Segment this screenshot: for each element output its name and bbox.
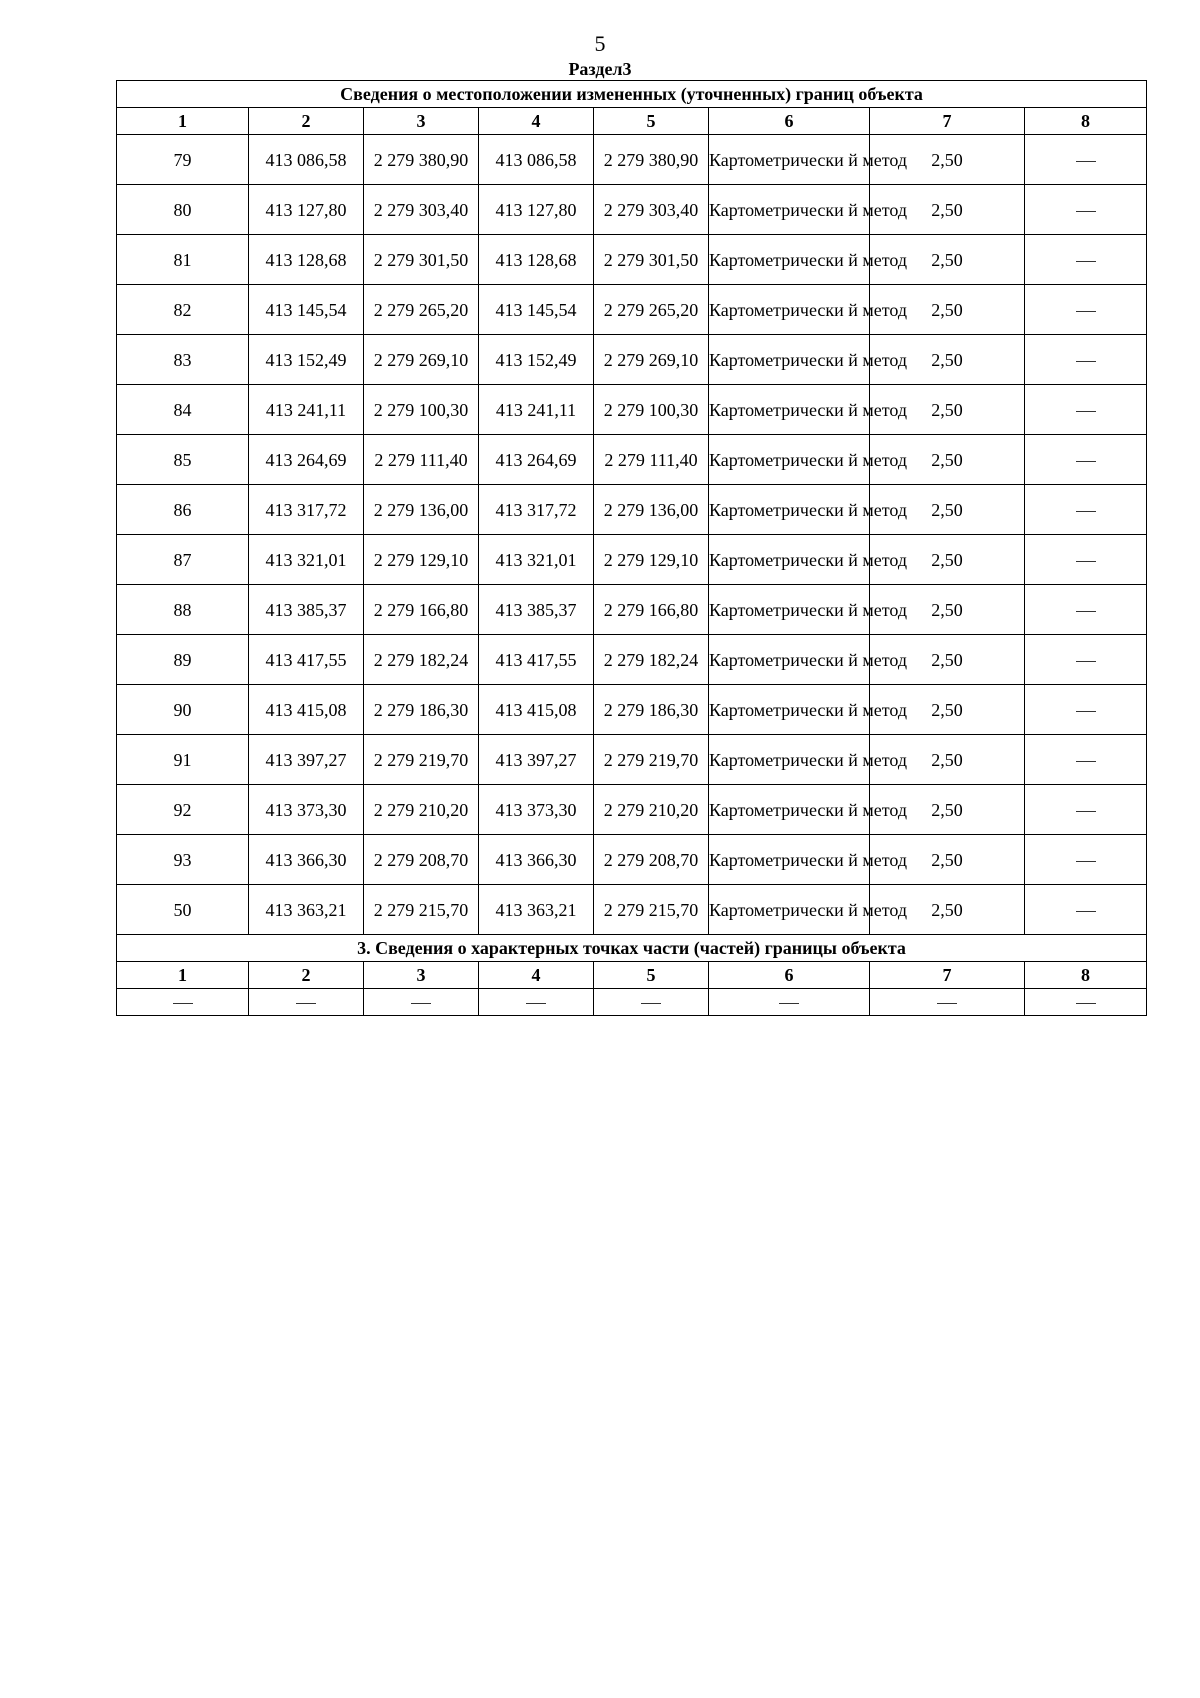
table-cell	[117, 989, 249, 1016]
table-cell: 2 279 265,20	[594, 285, 709, 335]
table-cell: 93	[117, 835, 249, 885]
table-cell	[1025, 989, 1147, 1016]
table-cell: 413 415,08	[249, 685, 364, 735]
table-cell: 79	[117, 135, 249, 185]
table-cell: 413 373,30	[249, 785, 364, 835]
table-cell: Картометрически й метод	[709, 385, 870, 435]
column-header: 8	[1025, 962, 1147, 989]
table-cell: Картометрически й метод	[709, 435, 870, 485]
table-cell: 413 127,80	[249, 185, 364, 235]
table-cell: 2,50	[870, 535, 1025, 585]
column-header: 2	[249, 108, 364, 135]
column-header-row	[117, 962, 1147, 989]
table-cell: Картометрически й метод	[709, 785, 870, 835]
dash-mark	[1076, 761, 1096, 762]
table-row	[117, 785, 1147, 835]
table-cell: 2 279 380,90	[594, 135, 709, 185]
dash-mark	[1076, 611, 1096, 612]
table-cell: 413 145,54	[249, 285, 364, 335]
column-header: 1	[117, 962, 249, 989]
table-cell: 2 279 215,70	[364, 885, 479, 935]
column-header: 4	[479, 108, 594, 135]
dash-mark	[937, 1003, 957, 1004]
table-cell: Картометрически й метод	[709, 135, 870, 185]
dash-mark	[296, 1003, 316, 1004]
table-cell: Картометрически й метод	[709, 585, 870, 635]
table-row	[117, 335, 1147, 385]
table-cell: 413 366,30	[479, 835, 594, 885]
column-header: 6	[709, 108, 870, 135]
table-cell: 2 279 100,30	[594, 385, 709, 435]
table-caption: 3. Сведения о характерных точках части (частей) границы объекта	[117, 935, 1147, 962]
table-cell: 413 264,69	[249, 435, 364, 485]
table-cell: 2 279 111,40	[364, 435, 479, 485]
dash-mark	[1076, 211, 1096, 212]
column-header: 2	[249, 962, 364, 989]
dash-mark	[1076, 461, 1096, 462]
dash-mark	[1076, 261, 1096, 262]
table-cell: 86	[117, 485, 249, 535]
table-row	[117, 989, 1147, 1016]
dash-mark	[1076, 861, 1096, 862]
table-cell	[1025, 335, 1147, 385]
table-cell: 2 279 136,00	[364, 485, 479, 535]
table-cell: Картометрически й метод	[709, 335, 870, 385]
table-cell: 90	[117, 685, 249, 735]
table-cell: 413 385,37	[249, 585, 364, 635]
table-cell	[1025, 785, 1147, 835]
table-cell	[709, 989, 870, 1016]
table-cell	[594, 989, 709, 1016]
table-cell: 50	[117, 885, 249, 935]
table-cell: 2 279 208,70	[364, 835, 479, 885]
table-cell: 2 279 129,10	[594, 535, 709, 585]
table-cell: 2,50	[870, 385, 1025, 435]
table-cell: 2 279 380,90	[364, 135, 479, 185]
table-row	[117, 385, 1147, 435]
dash-mark	[779, 1003, 799, 1004]
table-cell	[1025, 385, 1147, 435]
table-cell	[1025, 735, 1147, 785]
table-cell: 81	[117, 235, 249, 285]
table-cell	[479, 989, 594, 1016]
table-row	[117, 185, 1147, 235]
dash-mark	[1076, 911, 1096, 912]
table-cell: 2 279 210,20	[364, 785, 479, 835]
dash-mark	[1076, 1003, 1096, 1004]
coordinates-table	[116, 80, 1147, 1016]
dash-mark	[1076, 361, 1096, 362]
table-cell: 413 086,58	[249, 135, 364, 185]
table-cell	[870, 989, 1025, 1016]
table-cell: 2,50	[870, 735, 1025, 785]
table-cell: Картометрически й метод	[709, 185, 870, 235]
column-header: 3	[364, 962, 479, 989]
dash-mark	[1076, 161, 1096, 162]
table-cell: 2,50	[870, 185, 1025, 235]
table-cell: 2,50	[870, 235, 1025, 285]
table-cell	[1025, 235, 1147, 285]
table-row	[117, 485, 1147, 535]
table-cell: Картометрически й метод	[709, 885, 870, 935]
dash-mark	[1076, 311, 1096, 312]
table-row	[117, 735, 1147, 785]
table-cell: 2,50	[870, 135, 1025, 185]
table-cell: 413 417,55	[479, 635, 594, 685]
table-cell: 2 279 182,24	[364, 635, 479, 685]
table-cell: 413 397,27	[249, 735, 364, 785]
table-cell: 2 279 269,10	[364, 335, 479, 385]
table-row	[117, 835, 1147, 885]
table-cell	[1025, 685, 1147, 735]
table-cell: 2 279 301,50	[594, 235, 709, 285]
table-caption-row	[117, 935, 1147, 962]
dash-mark	[411, 1003, 431, 1004]
table-cell: 88	[117, 585, 249, 635]
table-cell: 413 366,30	[249, 835, 364, 885]
dash-mark	[1076, 511, 1096, 512]
table-cell: 2 279 186,30	[594, 685, 709, 735]
table-row	[117, 285, 1147, 335]
table-cell: 87	[117, 535, 249, 585]
table-cell: 413 152,49	[479, 335, 594, 385]
table-cell: 2,50	[870, 335, 1025, 385]
table-row	[117, 635, 1147, 685]
dash-mark	[173, 1003, 193, 1004]
column-header: 7	[870, 962, 1025, 989]
column-header: 1	[117, 108, 249, 135]
table-cell: 413 373,30	[479, 785, 594, 835]
table-cell: Картометрически й метод	[709, 835, 870, 885]
table-cell	[1025, 835, 1147, 885]
column-header: 4	[479, 962, 594, 989]
table-cell	[1025, 635, 1147, 685]
table-cell: 89	[117, 635, 249, 685]
dash-mark	[1076, 661, 1096, 662]
table-cell: 2,50	[870, 835, 1025, 885]
table-cell: 413 363,21	[479, 885, 594, 935]
table-cell: Картометрически й метод	[709, 685, 870, 735]
table-cell: 413 264,69	[479, 435, 594, 485]
dash-mark	[641, 1003, 661, 1004]
table-cell: 413 417,55	[249, 635, 364, 685]
table-cell: 2 279 301,50	[364, 235, 479, 285]
table-cell: 83	[117, 335, 249, 385]
table-row	[117, 585, 1147, 635]
table-cell: 413 152,49	[249, 335, 364, 385]
table-cell: 2 279 219,70	[594, 735, 709, 785]
table-cell: 82	[117, 285, 249, 335]
column-header-row	[117, 108, 1147, 135]
page-number: 5	[594, 31, 606, 56]
table-cell: 2,50	[870, 885, 1025, 935]
table-cell: 2 279 166,80	[594, 585, 709, 635]
table-caption-row	[117, 81, 1147, 108]
table-cell: 84	[117, 385, 249, 435]
table-row	[117, 235, 1147, 285]
table-cell: Картометрически й метод	[709, 235, 870, 285]
column-header: 3	[364, 108, 479, 135]
table-cell: 2 279 269,10	[594, 335, 709, 385]
table-cell	[1025, 185, 1147, 235]
table-cell: Картометрически й метод	[709, 735, 870, 785]
table-cell	[1025, 585, 1147, 635]
table-cell: 413 127,80	[479, 185, 594, 235]
table-cell: 2 279 100,30	[364, 385, 479, 435]
table-cell: 413 241,11	[249, 385, 364, 435]
table-cell: 2 279 182,24	[594, 635, 709, 685]
column-header: 5	[594, 962, 709, 989]
table-cell: 2 279 186,30	[364, 685, 479, 735]
table-row	[117, 885, 1147, 935]
table-cell: 2,50	[870, 435, 1025, 485]
table-cell: 2 279 208,70	[594, 835, 709, 885]
table-cell: 2 279 303,40	[364, 185, 479, 235]
table-cell: 413 128,68	[479, 235, 594, 285]
table-cell: Картометрически й метод	[709, 635, 870, 685]
table-cell: 2 279 136,00	[594, 485, 709, 535]
table-cell: 2 279 129,10	[364, 535, 479, 585]
table-cell	[1025, 535, 1147, 585]
table-cell	[1025, 435, 1147, 485]
table-cell: 91	[117, 735, 249, 785]
table-cell: 80	[117, 185, 249, 235]
section-title: Раздел3	[568, 59, 632, 79]
table-cell	[1025, 885, 1147, 935]
table-cell: 2 279 303,40	[594, 185, 709, 235]
table-cell: 413 086,58	[479, 135, 594, 185]
column-header: 7	[870, 108, 1025, 135]
table-cell: Картометрически й метод	[709, 285, 870, 335]
table-cell: Картометрически й метод	[709, 535, 870, 585]
table-caption: Сведения о местоположении измененных (уточненных) границ объекта	[117, 81, 1147, 108]
dash-mark	[1076, 711, 1096, 712]
table-cell: 413 128,68	[249, 235, 364, 285]
table-cell: 85	[117, 435, 249, 485]
table-cell: 413 321,01	[479, 535, 594, 585]
table-cell: 2 279 265,20	[364, 285, 479, 335]
table-cell: 413 317,72	[479, 485, 594, 535]
table-cell	[1025, 135, 1147, 185]
table-cell: 2 279 215,70	[594, 885, 709, 935]
table-cell	[249, 989, 364, 1016]
table-cell	[364, 989, 479, 1016]
table-cell: 413 415,08	[479, 685, 594, 735]
column-header: 5	[594, 108, 709, 135]
column-header: 6	[709, 962, 870, 989]
table-cell: 413 145,54	[479, 285, 594, 335]
table-row	[117, 435, 1147, 485]
dash-mark	[1076, 411, 1096, 412]
table-cell: 2 279 210,20	[594, 785, 709, 835]
table-cell: 2,50	[870, 585, 1025, 635]
table-cell: 413 241,11	[479, 385, 594, 435]
dash-mark	[1076, 811, 1096, 812]
table-cell	[1025, 485, 1147, 535]
table-cell: 2 279 166,80	[364, 585, 479, 635]
table-cell: 2,50	[870, 685, 1025, 735]
table-row	[117, 535, 1147, 585]
table-cell: 2,50	[870, 285, 1025, 335]
dash-mark	[526, 1003, 546, 1004]
table-cell: 2,50	[870, 635, 1025, 685]
table-row	[117, 685, 1147, 735]
table-cell: 2,50	[870, 785, 1025, 835]
table-cell: 2,50	[870, 485, 1025, 535]
table-cell: 92	[117, 785, 249, 835]
table-cell: 2 279 111,40	[594, 435, 709, 485]
column-header: 8	[1025, 108, 1147, 135]
table-cell: Картометрически й метод	[709, 485, 870, 535]
table-row	[117, 135, 1147, 185]
table-cell	[1025, 285, 1147, 335]
table-cell: 413 321,01	[249, 535, 364, 585]
dash-mark	[1076, 561, 1096, 562]
table-cell: 413 385,37	[479, 585, 594, 635]
table-cell: 413 363,21	[249, 885, 364, 935]
table-cell: 413 397,27	[479, 735, 594, 785]
table-cell: 2 279 219,70	[364, 735, 479, 785]
table-cell: 413 317,72	[249, 485, 364, 535]
